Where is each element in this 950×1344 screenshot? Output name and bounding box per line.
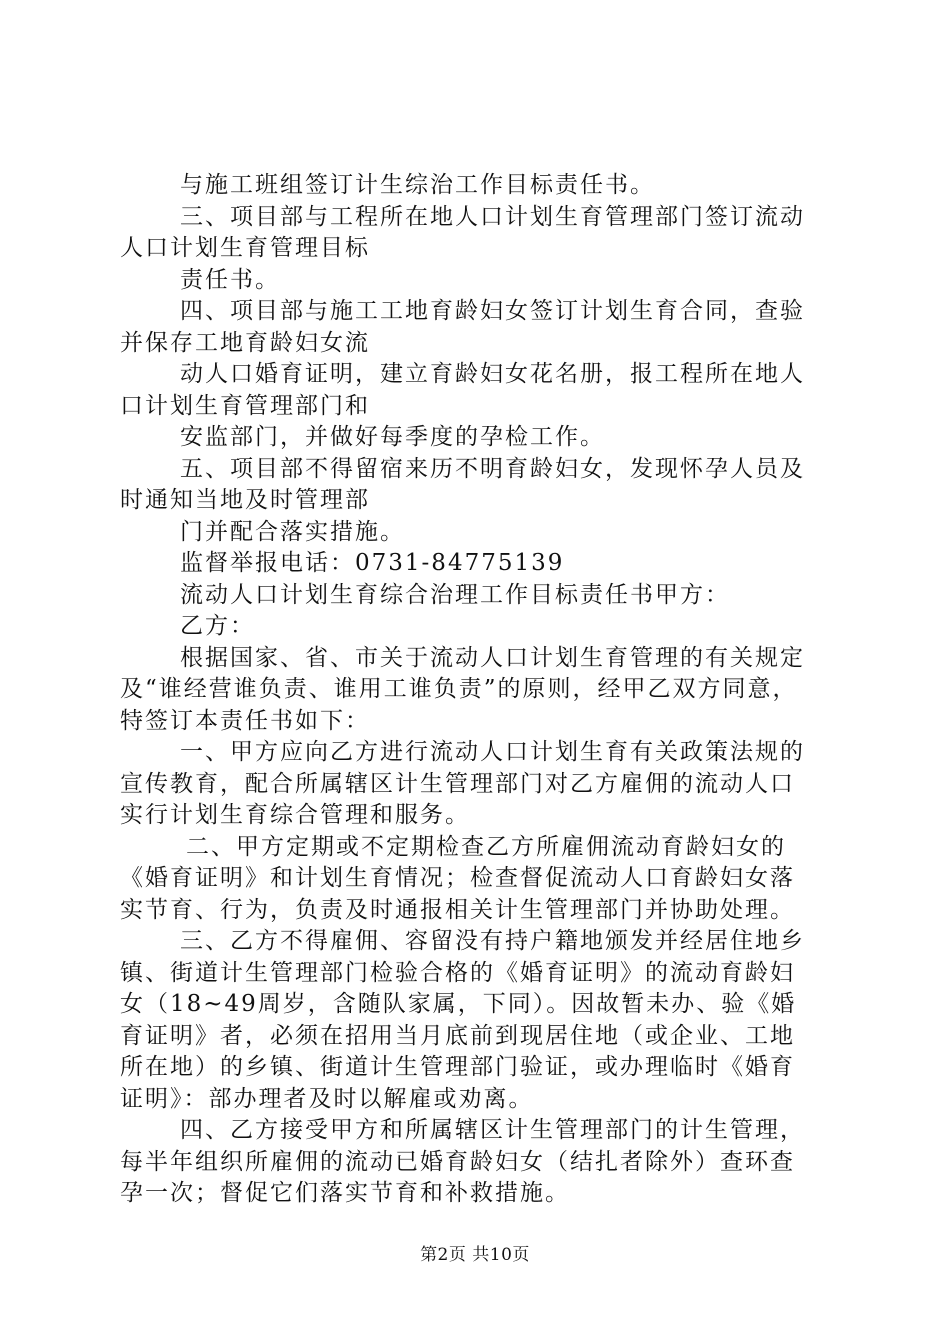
text-line: 三、项目部与工程所在地人口计划生育管理部门签订流动 xyxy=(180,203,805,230)
text-line: 流动人口计划生育综合治理工作目标责任书甲方： xyxy=(180,581,730,608)
text-line: 实行计划生育综合管理和服务。 xyxy=(120,802,470,828)
text-line: 安监部门，并做好每季度的孕检工作。 xyxy=(180,424,605,450)
text-line: 与施工班组签订计生综治工作目标责任书。 xyxy=(180,172,655,198)
text-line: 孕一次；督促它们落实节育和补救措施。 xyxy=(120,1180,570,1206)
text-line: 口计划生育管理部门和 xyxy=(120,392,370,419)
text-line: 镇、街道计生管理部门检验合格的《婚育证明》的流动育龄妇 xyxy=(120,959,795,986)
text-line: 育证明》者，必须在招用当月底前到现居住地（或企业、工地 xyxy=(120,1022,795,1049)
text-line: 时通知当地及时管理部 xyxy=(120,487,370,513)
text-line: 证明》：部办理者及时以解雇或劝离。 xyxy=(120,1085,534,1112)
text-line: 五、项目部不得留宿来历不明育龄妇女，发现怀孕人员及 xyxy=(180,455,805,482)
text-line: 实节育、行为，负责及时通报相关计生管理部门并协助处理。 xyxy=(120,896,795,923)
text-line: 所在地）的乡镇、街道计生管理部门验证，或办理临时《婚育 xyxy=(120,1054,795,1080)
text-line: 四、乙方接受甲方和所属辖区计生管理部门的计生管理， xyxy=(180,1117,805,1143)
text-line: 乙方： xyxy=(180,613,255,639)
text-line: 《婚育证明》和计划生育情况；检查督促流动人口育龄妇女落 xyxy=(120,865,795,891)
text-line: 监督举报电话：0731-84775139 xyxy=(180,550,565,576)
text-line: 女（18~49周岁，含随队家属，下同）。因故暂未办、验《婚 xyxy=(120,991,797,1017)
page-number-label: 第2页 共10页 xyxy=(420,1245,530,1265)
text-line: 二、甲方定期或不定期检查乙方所雇佣流动育龄妇女的 xyxy=(186,833,786,860)
text-line: 四、项目部与施工工地育龄妇女签订计划生育合同，查验 xyxy=(180,298,805,324)
text-line: 并保存工地育龄妇女流 xyxy=(120,329,370,356)
text-line: 门并配合落实措施。 xyxy=(180,518,405,545)
text-line: 一、甲方应向乙方进行流动人口计划生育有关政策法规的 xyxy=(180,739,805,765)
text-line: 宣传教育，配合所属辖区计生管理部门对乙方雇佣的流动人口 xyxy=(120,770,795,797)
text-line: 每半年组织所雇佣的流动已婚育龄妇女（结扎者除外）查环查 xyxy=(120,1148,795,1175)
text-line: 及“谁经营谁负责、谁用工谁负责”的原则，经甲乙双方同意， xyxy=(120,676,798,702)
text-line: 三、乙方不得雇佣、容留没有持户籍地颁发并经居住地乡 xyxy=(180,928,805,954)
document-body xyxy=(120,170,840,1210)
text-line: 人口计划生育管理目标 xyxy=(120,235,370,261)
page-footer xyxy=(0,1240,950,1265)
text-line: 动人口婚育证明，建立育龄妇女花名册，报工程所在地人 xyxy=(180,361,805,387)
text-line: 责任书。 xyxy=(180,266,280,293)
text-line: 根据国家、省、市关于流动人口计划生育管理的有关规定 xyxy=(180,644,805,671)
text-line: 特签订本责任书如下： xyxy=(120,707,370,734)
